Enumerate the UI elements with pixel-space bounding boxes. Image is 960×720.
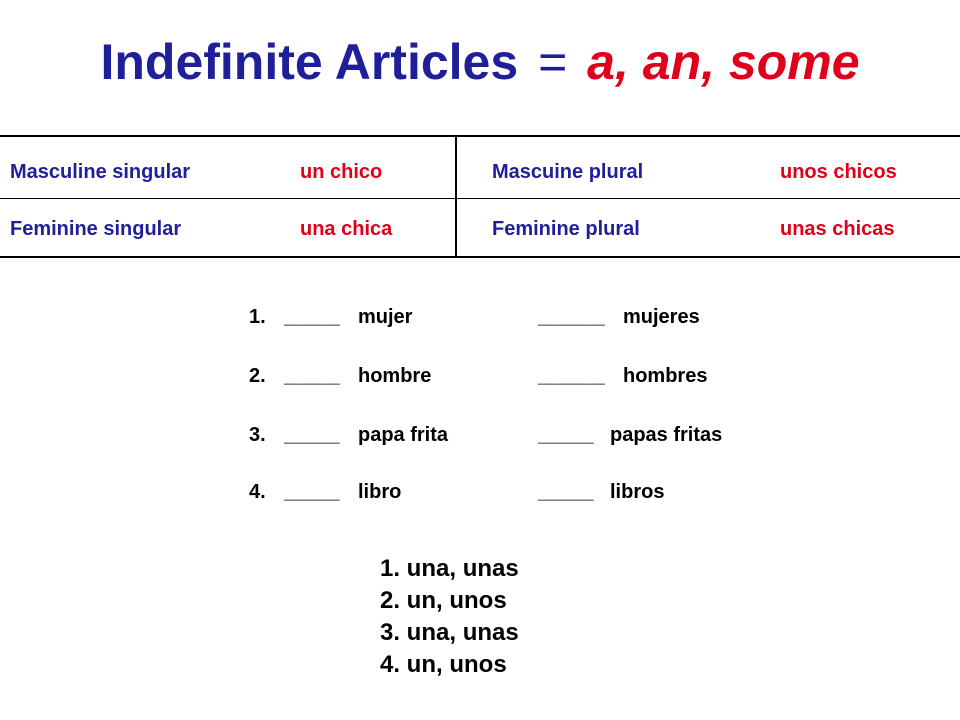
page-title [0,30,960,94]
exercise-number: 1. [249,306,266,328]
table-row-1-left-value: un chico [300,161,383,183]
title-accent: a, an, some [587,34,860,90]
table-row-1-right-value: unos chicos [780,161,897,183]
answer-item-3: 3. una, unas [380,619,519,646]
exercise-word-singular: libro [358,481,402,503]
exercise-number: 2. [249,365,266,387]
exercise-word-singular: mujer [358,306,413,328]
exercise-word-plural: mujeres [623,306,700,328]
exercise-blank-singular: _____ [284,365,340,387]
exercise-blank-singular: _____ [284,306,340,328]
exercise-blank-singular: _____ [284,424,340,446]
title-equals: = [538,34,568,90]
table-row-2-left-value: una chica [300,218,393,240]
table-bottom-border [0,256,960,258]
exercise-word-singular: hombre [358,365,432,387]
exercise-word-plural: libros [610,481,665,503]
table-row-2-right-label: Feminine plural [492,218,640,240]
table-row-2-right-value: unas chicas [780,218,895,240]
exercise-blank-plural: _____ [538,424,594,446]
title-main: Indefinite Articles [100,34,519,90]
table-top-border [0,135,960,137]
exercise-word-singular: papa frita [358,424,449,446]
answer-item-1: 1. una, unas [380,555,519,582]
exercise-blank-plural: ______ [538,306,605,328]
answer-item-4: 4. un, unos [380,651,507,678]
table-row-divider [0,198,960,199]
exercise-word-plural: hombres [623,365,708,387]
table-row-2-left-label: Feminine singular [10,218,182,240]
exercise-number: 4. [249,481,266,503]
table-column-divider [455,136,457,256]
exercise-blank-singular: _____ [284,481,340,503]
exercise-blank-plural: ______ [538,365,605,387]
answer-item-2: 2. un, unos [380,587,507,614]
exercise-blank-plural: _____ [538,481,594,503]
table-row-1-left-label: Masculine singular [10,161,191,183]
answer-list [380,553,519,681]
exercise-word-plural: papas fritas [610,424,723,446]
table-row-1-right-label: Mascuine plural [492,161,644,183]
exercise-number: 3. [249,424,266,446]
